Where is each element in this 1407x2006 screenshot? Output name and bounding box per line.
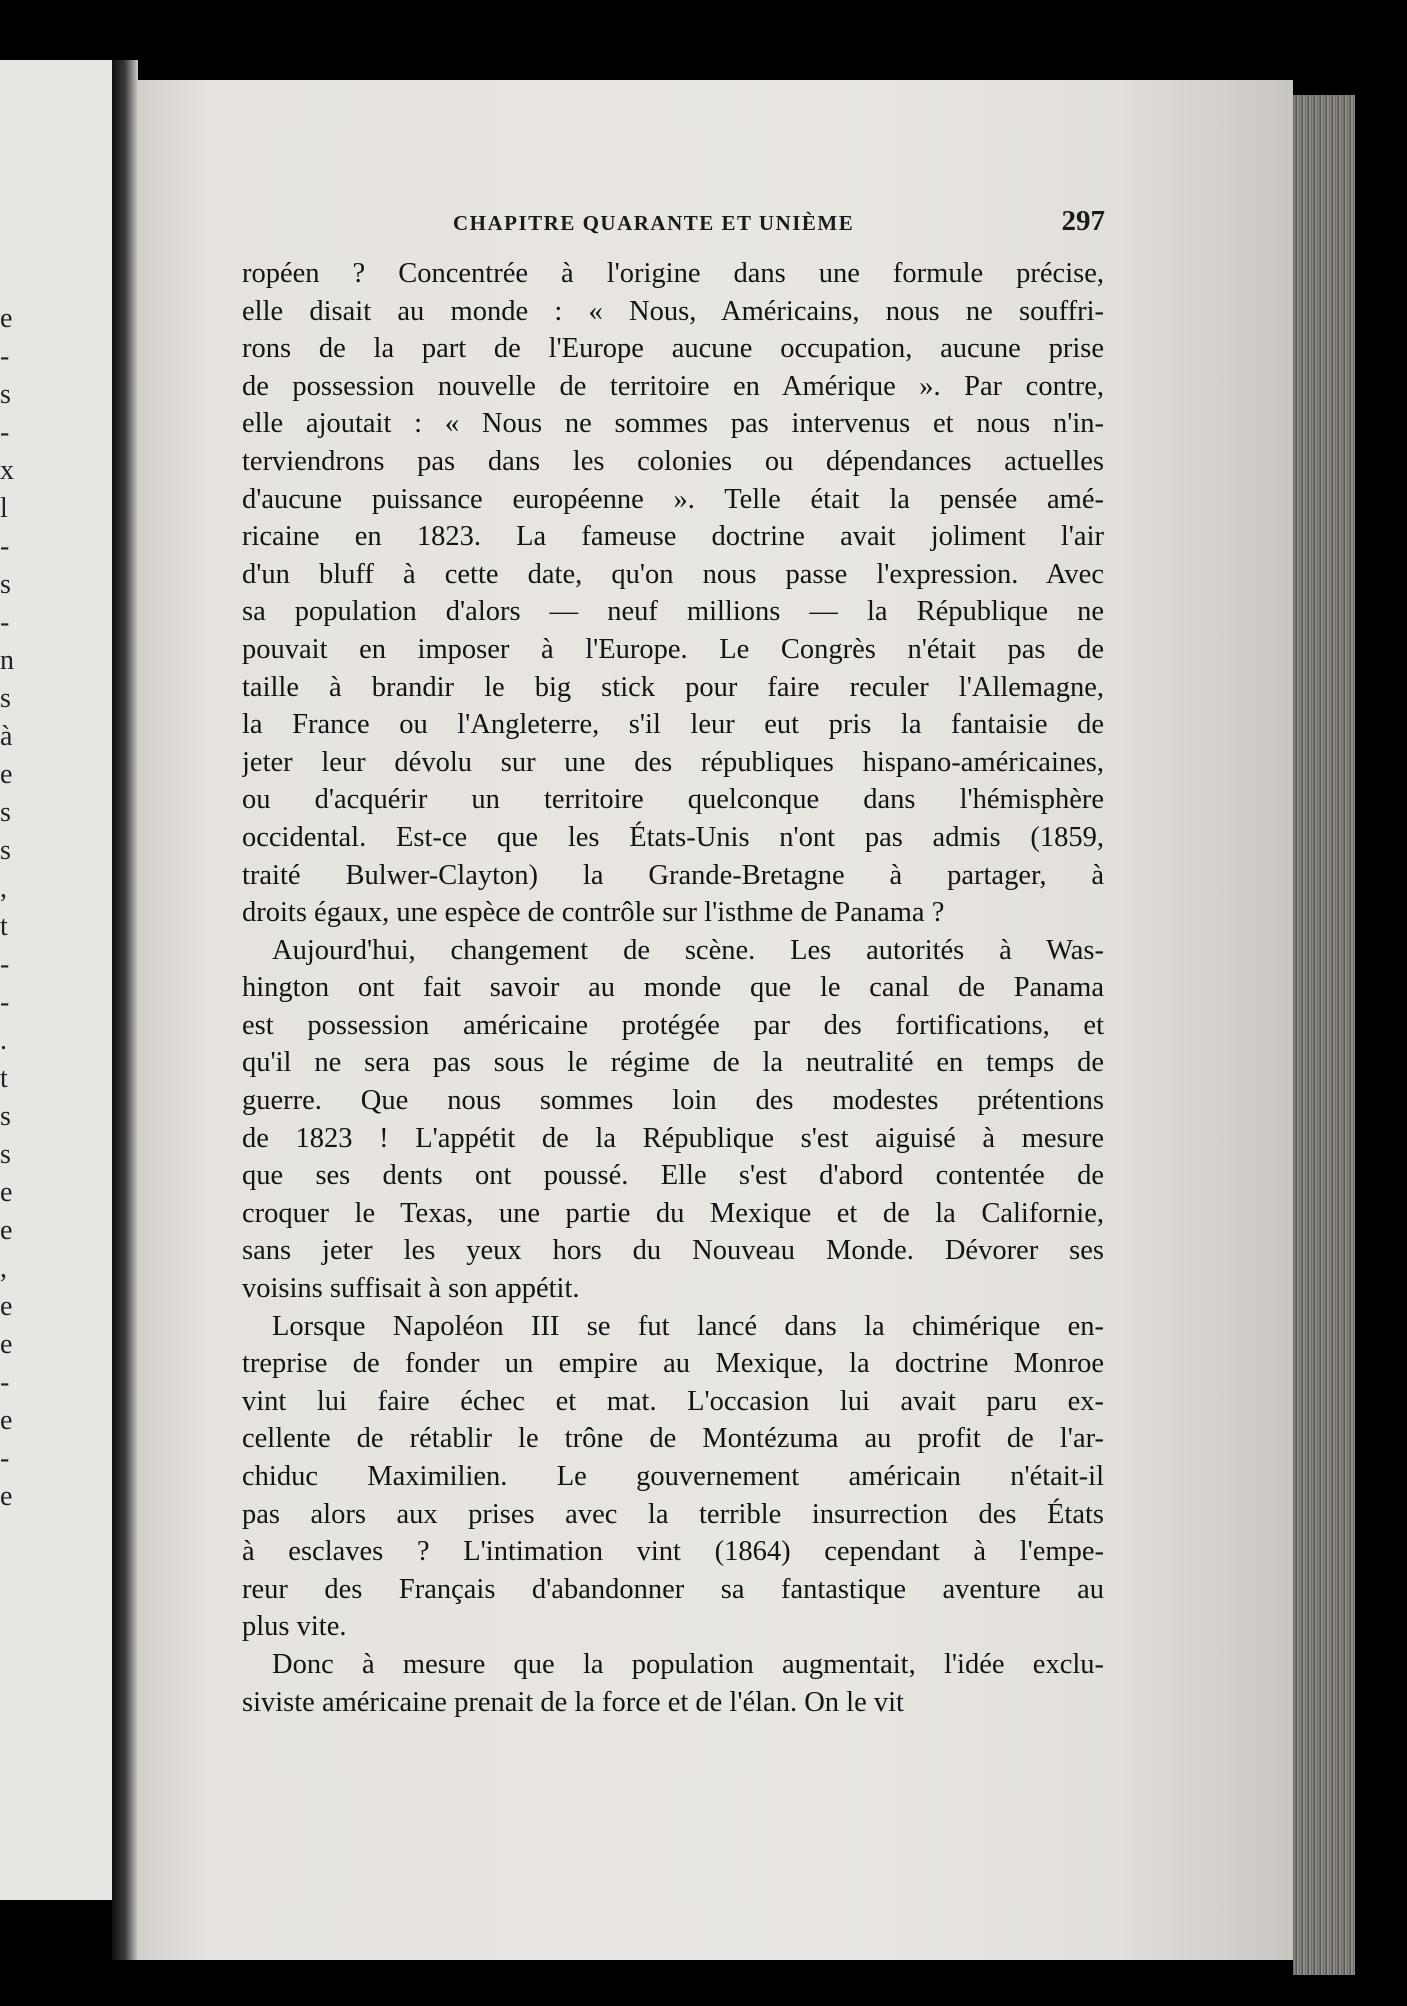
body-text [242,255,1104,1721]
text-line: elle ajoutait : « Nous ne sommes pas intervenus et nous n'in- [242,408,1104,440]
left-margin-char: s [0,379,11,410]
text-line: sa population d'alors — neuf millions — la République ne [242,596,1104,628]
text-line: rons de la part de l'Europe aucune occupation, aucune prise [242,333,1104,365]
text-line: d'un bluff à cette date, qu'on nous passe l'expression. Avec [242,558,1104,590]
text-line: croquer le Texas, une partie du Mexique et de la Californie, [242,1197,1104,1229]
text-line: pas alors aux prises avec la terrible insurrection des États [242,1498,1104,1530]
left-margin-char: s [0,1101,11,1132]
text-line: voisins suffisait à son appétit. [242,1273,580,1305]
left-margin-char: à [0,721,13,752]
text-line: la France ou l'Angleterre, s'il leur eut pris la fantaisie de [242,709,1104,741]
left-margin-char: - [0,1443,10,1474]
text-line: siviste américaine prenait de la force et de l'élan. On le vit [242,1686,904,1718]
text-line: est possession américaine protégée par des fortifications, et [242,1009,1104,1041]
text-line: traité Bulwer-Clayton) la Grande-Bretagne à partager, à [242,859,1104,891]
text-line: guerre. Que nous sommes loin des modestes prétentions [242,1085,1104,1117]
text-line: jeter leur dévolu sur une des républiques hispano-américaines, [242,746,1104,778]
left-margin-char: s [0,835,11,866]
left-margin-char: - [0,607,10,638]
text-line: reur des Français d'abandonner sa fantastique aventure au [242,1573,1104,1605]
left-margin-char: - [0,531,10,562]
text-line: de 1823 ! L'appétit de la République s'est aiguisé à mesure [242,1122,1104,1154]
left-margin-char: . [0,1025,7,1056]
left-margin-char: e [0,1329,13,1360]
paragraph [242,1646,1104,1721]
left-margin-char: - [0,1367,10,1398]
text-line: cellente de rétablir le trône de Montézuma au profit de l'ar- [242,1423,1104,1455]
left-margin-char: s [0,1139,11,1170]
text-line: terviendrons pas dans les colonies ou dépendances actuelles [242,445,1104,477]
page-number: 297 [1061,205,1105,237]
left-margin-char: - [0,987,10,1018]
text-line: Donc à mesure que la population augmentait, l'idée exclu- [272,1648,1104,1680]
text-line: hington ont fait savoir au monde que le canal de Panama [242,972,1104,1004]
left-page-cut-text [0,300,30,1516]
text-line: ropéen ? Concentrée à l'origine dans une formule précise, [242,258,1104,289]
left-margin-char: e [0,1177,13,1208]
left-margin-char: s [0,797,11,828]
text-line: à esclaves ? L'intimation vint (1864) cependant à l'empe- [242,1536,1104,1568]
left-margin-char: e [0,759,13,790]
text-line: plus vite. [242,1611,347,1643]
left-margin-char: - [0,417,10,448]
running-head [245,205,1105,245]
left-page-edge [0,60,112,1900]
left-margin-char: e [0,1215,13,1246]
text-line: que ses dents ont poussé. Elle s'est d'abord contentée de [242,1160,1104,1192]
text-line: vint lui faire échec et mat. L'occasion lui avait paru ex- [242,1385,1104,1417]
paragraph [242,932,1104,1308]
text-line: Aujourd'hui, changement de scène. Les autorités à Was- [272,934,1104,966]
scan-border [1355,95,1407,1975]
text-line: droits égaux, une espèce de contrôle sur l'isthme de Panama ? [242,897,945,929]
left-margin-char: l [0,493,8,524]
text-line: d'aucune puissance européenne ». Telle était la pensée amé- [242,483,1104,515]
page-stack-edge [1293,95,1355,1975]
left-margin-char: , [0,873,7,904]
left-margin-char: e [0,1481,13,1512]
paragraph [242,255,1104,932]
book-gutter [112,60,138,1960]
text-line: sans jeter les yeux hors du Nouveau Monde. Dévorer ses [242,1235,1104,1267]
left-margin-char: - [0,341,10,372]
text-line: ou d'acquérir un territoire quelconque dans l'hémisphère [242,784,1104,816]
text-line: chiduc Maximilien. Le gouvernement américain n'était-il [242,1461,1104,1492]
text-line: de possession nouvelle de territoire en Amérique ». Par contre, [242,370,1104,402]
left-margin-char: n [0,645,14,676]
text-line: treprise de fonder un empire au Mexique, la doctrine Monroe [242,1348,1104,1380]
left-margin-char: t [0,911,8,942]
left-margin-char: - [0,949,10,980]
chapter-title: CHAPITRE QUARANTE ET UNIÈME [453,211,855,235]
text-line: pouvait en imposer à l'Europe. Le Congrès n'était pas de [242,633,1104,665]
text-line: Lorsque Napoléon III se fut lancé dans la chimérique en- [272,1310,1104,1342]
text-line: taille à brandir le big stick pour faire reculer l'Allemagne, [242,671,1104,703]
left-margin-char: s [0,683,11,714]
paragraph [242,1308,1104,1646]
text-line: ricaine en 1823. La fameuse doctrine avait joliment l'air [242,521,1104,553]
left-margin-char: t [0,1063,8,1094]
left-margin-char: e [0,1405,13,1436]
left-margin-char: s [0,569,11,600]
text-line: elle disait au monde : « Nous, Américains, nous ne souffri- [242,295,1104,327]
left-margin-char: , [0,1253,7,1284]
text-line: qu'il ne sera pas sous le régime de la neutralité en temps de [242,1047,1104,1079]
text-line: occidental. Est-ce que les États-Unis n'ont pas admis (1859, [242,821,1104,853]
left-margin-char: x [0,455,14,486]
left-margin-char: e [0,303,13,334]
left-margin-char: e [0,1291,13,1322]
